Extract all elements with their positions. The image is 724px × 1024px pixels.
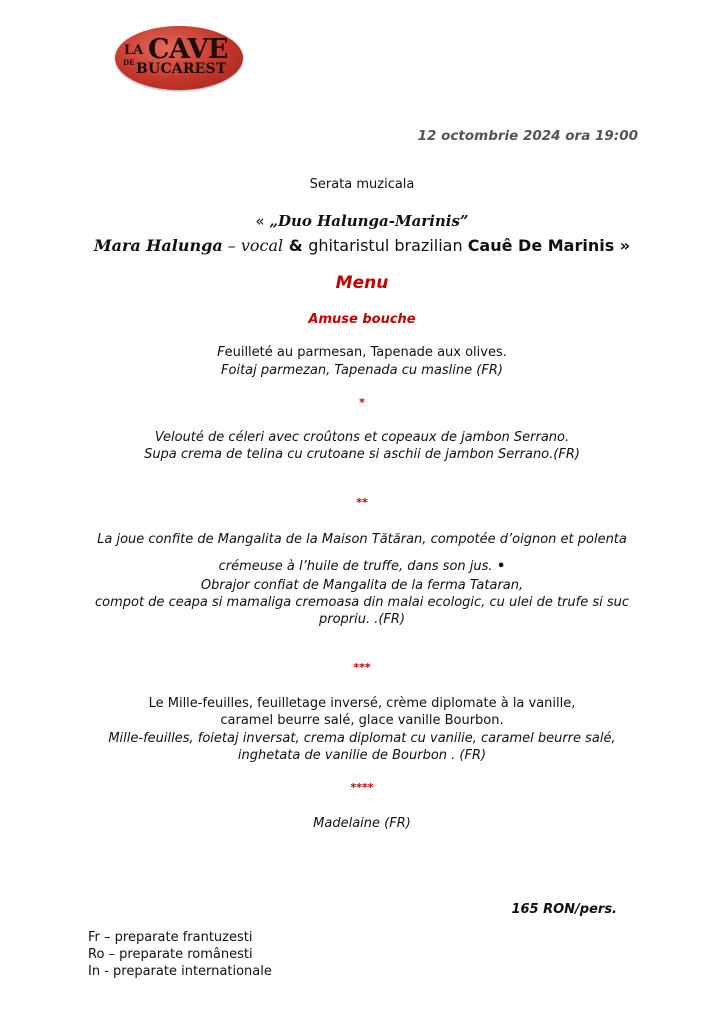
separator-1: *: [359, 396, 365, 409]
restaurant-logo: [115, 26, 243, 90]
main-fr-line1: La joue confite de Mangalita de la Maison Tătăran, compotée d’oignon et polenta: [97, 532, 627, 547]
event-type: Serata muzicala: [309, 177, 415, 192]
amuse-fr-rest: euilleté au parmesan, Tapenade aux olives.: [224, 345, 507, 360]
title-open-quote: «: [255, 212, 270, 230]
amuse-fr-initial: F: [217, 345, 225, 360]
separator-3: ***: [353, 661, 371, 674]
singer-name: Mara Halunga: [93, 236, 223, 255]
bullet: •: [492, 559, 506, 574]
duo-name: „Duo Halunga-Marinis”: [269, 212, 469, 230]
guitarist-name: Cauê De Marinis: [467, 236, 615, 255]
dessert-fr-line1: Le Mille-feuilles, feuilletage inversé, crème diplomate à la vanille,: [148, 696, 576, 711]
logo-cave: CAVE: [148, 34, 229, 65]
dessert-ro-line1: Mille-feuilles, foietaj inversat, crema diplomat cu vanilie, caramel beurre salé,: [108, 731, 616, 746]
soup-ro: Supa crema de telina cu crutoane si aschii de jambon Serrano.(FR): [144, 447, 580, 462]
logo-bucarest: BUCAREST: [136, 61, 227, 77]
guitar-intro: ghitaristul brazilian: [308, 236, 468, 255]
ampersand: &: [283, 236, 309, 255]
separator-2: **: [356, 496, 368, 509]
main-ro-line3: propriu. .(FR): [318, 612, 406, 627]
title-close-quote: »: [614, 236, 631, 255]
logo-de: DE: [123, 58, 135, 67]
amuse-fr: [0, 345, 724, 360]
soup-fr: Velouté de céleri avec croûtons et copeaux de jambon Serrano.: [154, 430, 570, 445]
main-fr-line2-text: crémeuse à l’huile de truffe, dans son jus.: [218, 559, 493, 574]
dessert-fr-line2: caramel beurre salé, glace vanille Bourbon.: [220, 713, 504, 728]
price: 165 RON/pers.: [511, 902, 617, 917]
main-fr-line2: [0, 559, 724, 574]
amuse-title: Amuse bouche: [308, 312, 416, 327]
event-title: [0, 212, 724, 230]
performers-line: [0, 236, 724, 255]
main-ro-line1: Obrajor confiat de Mangalita de la ferma Tataran,: [200, 578, 524, 593]
legend-in: In - preparate internationale: [88, 964, 272, 979]
menu-title: Menu: [335, 273, 389, 293]
logo-la: LA: [124, 43, 144, 58]
separator-4: ****: [350, 781, 374, 794]
event-date: 12 octombrie 2024 ora 19:00: [417, 128, 638, 144]
main-ro-line2: compot de ceapa si mamaliga cremoasa din malai ecologic, cu ulei de trufe si suc: [94, 595, 630, 610]
singer-role: vocal: [240, 236, 284, 255]
legend-ro: Ro – preparate românesti: [88, 947, 253, 962]
madeleine: Madelaine (FR): [313, 816, 411, 831]
dash: –: [222, 236, 241, 255]
legend-fr: Fr – preparate frantuzesti: [88, 930, 253, 945]
dessert-ro-line2: inghetata de vanilie de Bourbon . (FR): [237, 748, 487, 763]
amuse-ro: Foitaj parmezan, Tapenada cu masline (FR): [221, 363, 503, 378]
